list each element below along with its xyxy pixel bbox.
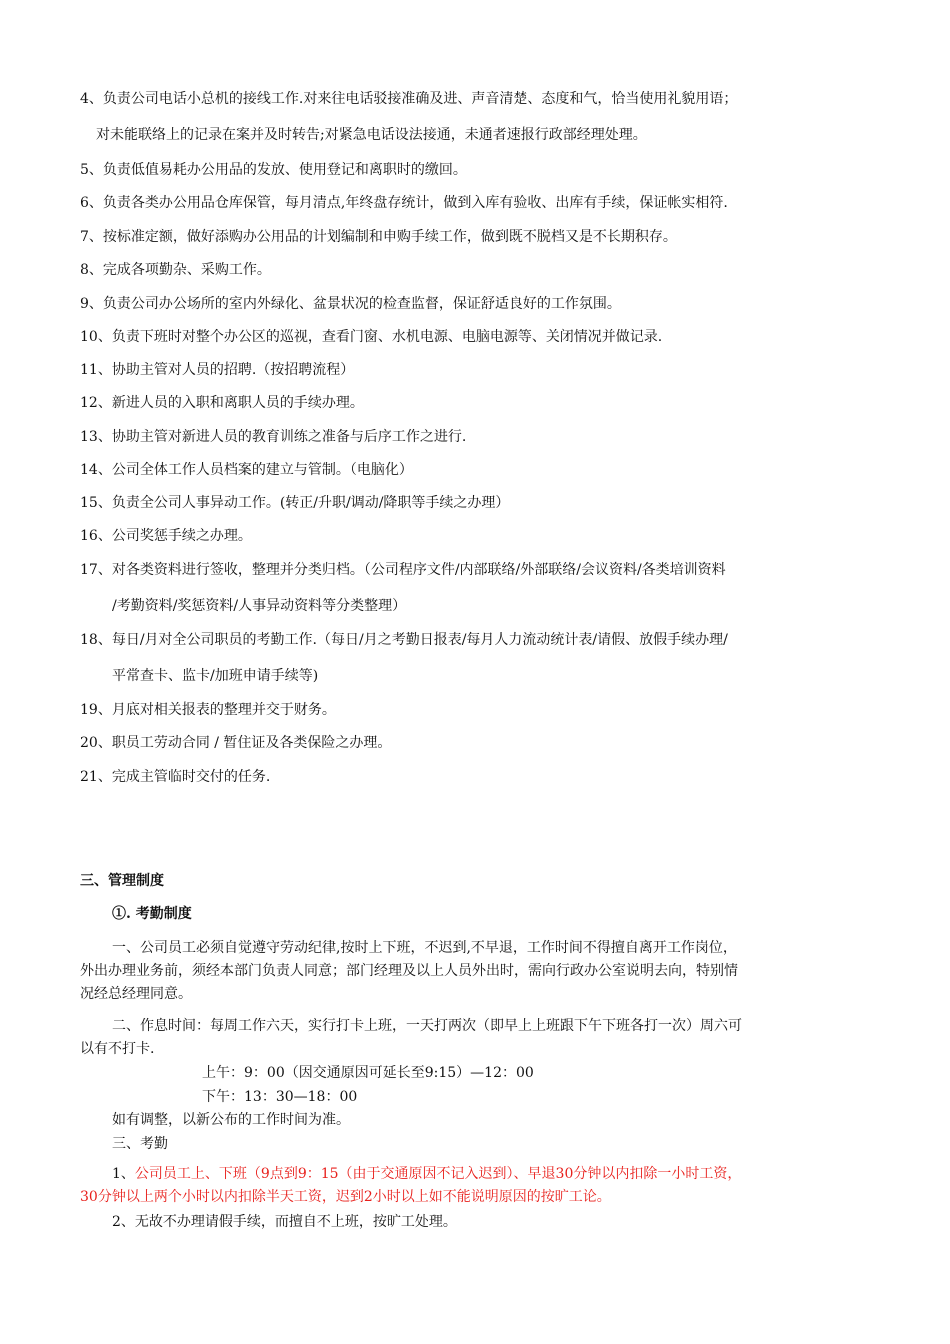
duty-item-11: 11、协助主管对人员的招聘.（按招聘流程） — [80, 362, 355, 378]
duty-item-21: 21、完成主管临时交付的任务. — [80, 769, 271, 785]
duty-item-14: 14、公司全体工作人员档案的建立与管制。（电脑化） — [80, 462, 413, 478]
section-subtitle: ①. 考勤制度 — [112, 906, 192, 922]
duty-item-18-continued: 平常查卡、监卡/加班申请手续等) — [112, 668, 319, 684]
attendance-rule-1-number: 1、 — [112, 1166, 135, 1182]
duty-item-5: 5、负责低值易耗办公用品的发放、使用登记和离职时的缴回。 — [80, 162, 467, 178]
duty-item-17: 17、对各类资料进行签收，整理并分类归档。（公司程序文件/内部联络/外部联络/会议资料/各类培训资料 — [80, 562, 726, 578]
afternoon-hours: 下午：13：30—18：00 — [202, 1089, 358, 1105]
schedule-adjustment-note: 如有调整，以新公布的工作时间为准。 — [112, 1112, 350, 1128]
duty-item-6: 6、负责各类办公用品仓库保管，每月清点,年终盘存统计，做到入库有验收、出库有手续，保证帐实相符. — [80, 195, 728, 211]
duty-item-12: 12、新进人员的入职和离职人员的手续办理。 — [80, 395, 364, 411]
section-title: 三、管理制度 — [80, 873, 164, 889]
duty-item-9: 9、负责公司办公场所的室内外绿化、盆景状况的检查监督，保证舒适良好的工作氛围。 — [80, 296, 621, 312]
duty-item-20: 20、职员工劳动合同 / 暂住证及各类保险之办理。 — [80, 735, 392, 751]
duty-item-19: 19、月底对相关报表的整理并交于财务。 — [80, 702, 336, 718]
rule-paragraph-2-line-2: 以有不打卡. — [80, 1041, 155, 1057]
rule-paragraph-1-line-3: 况经总经理同意。 — [80, 986, 192, 1002]
attendance-heading: 三、考勤 — [112, 1136, 168, 1152]
attendance-rule-1 — [112, 1164, 950, 1184]
duty-item-8: 8、完成各项勤杂、采购工作。 — [80, 262, 271, 278]
duty-item-18: 18、每日/月对全公司职员的考勤工作.（每日/月之考勤日报表/每月人力流动统计表/请假、放假手续办理/ — [80, 632, 728, 648]
duty-item-13: 13、协助主管对新进人员的教育训练之准备与后序工作之进行. — [80, 429, 467, 445]
attendance-rule-2: 2、无故不办理请假手续，而擅自不上班，按旷工处理。 — [112, 1214, 457, 1230]
duty-item-17-continued: /考勤资料/奖惩资料/人事异动资料等分类整理） — [112, 598, 407, 614]
duty-item-15: 15、负责全公司人事异动工作。(转正/升职/调动/降职等手续之办理） — [80, 495, 510, 511]
rule-paragraph-1-line-2: 外出办理业务前，须经本部门负责人同意；部门经理及以上人员外出时，需向行政办公室说明去向，特别情 — [80, 963, 738, 979]
rule-paragraph-1: 一、公司员工必须自觉遵守劳动纪律,按时上下班，不迟到,不早退，工作时间不得擅自离开工作岗位， — [112, 940, 737, 956]
duty-item-10: 10、负责下班时对整个办公区的巡视，查看门窗、水机电源、电脑电源等、关闭情况并做记录. — [80, 329, 663, 345]
attendance-rule-1-continued: 30分钟以上两个小时以内扣除半天工资，迟到2小时以上如不能说明原因的按旷工论。 — [80, 1189, 611, 1205]
duty-item-7: 7、按标准定额，做好添购办公用品的计划编制和申购手续工作，做到既不脱档又是不长期积存。 — [80, 229, 677, 245]
duty-item-16: 16、公司奖惩手续之办理。 — [80, 528, 252, 544]
rule-paragraph-2: 二、作息时间：每周工作六天，实行打卡上班，一天打两次（即早上上班跟下午下班各打一次）周六可 — [112, 1018, 742, 1034]
attendance-rule-1-text: 公司员工上、下班（9点到9：15（由于交通原因不记入迟到）、早退30分钟以内扣除一小时工资， — [134, 1166, 742, 1182]
duty-item-4: 4、负责公司电话小总机的接线工作.对来往电话驳接准确及进、声音清楚、态度和气，恰当使用礼貌用语； — [80, 91, 738, 107]
morning-hours: 上午：9：00（因交通原因可延长至9:15）—12：00 — [202, 1065, 534, 1081]
duty-item-4-continued: 对未能联络上的记录在案并及时转告;对紧急电话设法接通，未通者速报行政部经理处理。 — [96, 127, 647, 143]
